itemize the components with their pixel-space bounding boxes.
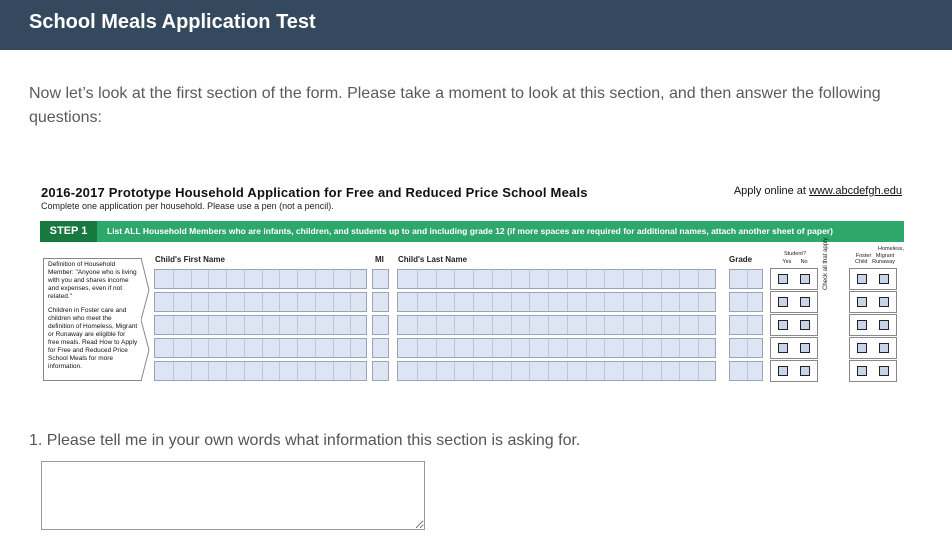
intro-text: Now let’s look at the first section of the form. Please take a moment to look at this section, and then answer the following questions: xyxy=(29,85,881,126)
mi-field[interactable] xyxy=(372,315,389,335)
answer-input[interactable] xyxy=(41,461,425,530)
foster-label: Foster xyxy=(855,252,872,259)
no-label: No xyxy=(800,259,808,265)
grade-field[interactable] xyxy=(729,292,763,312)
student-yes-checkbox[interactable] xyxy=(778,343,788,353)
student-no-checkbox[interactable] xyxy=(800,320,810,330)
last-name-field[interactable] xyxy=(397,361,716,381)
definition-arrow xyxy=(141,258,153,381)
student-yes-checkbox[interactable] xyxy=(778,274,788,284)
homeless-checkbox[interactable] xyxy=(879,366,889,376)
col-first-name: Child's First Name xyxy=(155,255,225,264)
foster-checkbox[interactable] xyxy=(857,274,867,284)
grade-field[interactable] xyxy=(729,361,763,381)
foster-checkbox[interactable] xyxy=(857,366,867,376)
last-name-field[interactable] xyxy=(397,338,716,358)
migrant-label: Migrant xyxy=(875,252,895,259)
student-yes-checkbox[interactable] xyxy=(778,320,788,330)
form-subtitle: Complete one application per household. Please use a pen (not a pencil). xyxy=(41,201,334,211)
child-runaway-labels xyxy=(846,259,904,266)
homeless-checkbox[interactable] xyxy=(879,320,889,330)
check-all-label: Check all that apply xyxy=(823,237,829,290)
apply-online xyxy=(734,185,902,197)
homeless-checkbox[interactable] xyxy=(879,343,889,353)
student-no-checkbox[interactable] xyxy=(800,297,810,307)
foster-paragraph: Children in Foster care and children who meet the definition of Homeless, Migrant or Runaway are eligible for free meals. Read How to Apply for Free and Reduced Price School Meals for more information. xyxy=(48,307,138,370)
first-name-field[interactable] xyxy=(154,338,367,358)
student-no-checkbox[interactable] xyxy=(800,366,810,376)
application-form-image xyxy=(40,180,904,384)
question-1: 1. Please tell me in your own words what information this section is asking for. xyxy=(29,432,581,449)
col-grade: Grade xyxy=(729,255,753,264)
student-no-checkbox[interactable] xyxy=(800,343,810,353)
apply-link: www.abcdefgh.edu xyxy=(809,185,902,197)
col-mi: MI xyxy=(375,255,384,264)
col-student xyxy=(770,250,820,266)
grade-field[interactable] xyxy=(729,338,763,358)
student-yes-checkbox[interactable] xyxy=(778,366,788,376)
homeless-label: Homeless, xyxy=(878,246,904,252)
header-bar xyxy=(0,0,952,50)
grade-field[interactable] xyxy=(729,315,763,335)
child-label: Child xyxy=(854,259,868,265)
first-name-field[interactable] xyxy=(154,269,367,289)
grade-field[interactable] xyxy=(729,269,763,289)
student-yes-checkbox[interactable] xyxy=(778,297,788,307)
homeless-checkbox[interactable] xyxy=(879,274,889,284)
mi-field[interactable] xyxy=(372,269,389,289)
step-bar xyxy=(40,221,904,242)
mi-field[interactable] xyxy=(372,361,389,381)
col-foster-homeless xyxy=(846,246,904,266)
student-no-checkbox[interactable] xyxy=(800,274,810,284)
apply-prefix: Apply online at xyxy=(733,185,806,197)
mi-field[interactable] xyxy=(372,338,389,358)
first-name-field[interactable] xyxy=(154,315,367,335)
last-name-field[interactable] xyxy=(397,292,716,312)
last-name-field[interactable] xyxy=(397,315,716,335)
yes-no-labels xyxy=(770,258,820,266)
household-definition xyxy=(43,258,142,381)
step-text: List ALL Household Members who are infants, children, and students up to and including grade 12 (if more spaces are required for additional names, attach another sheet of paper) xyxy=(107,226,833,236)
last-name-field[interactable] xyxy=(397,269,716,289)
foster-checkbox[interactable] xyxy=(857,343,867,353)
first-name-field[interactable] xyxy=(154,292,367,312)
homeless-checkbox[interactable] xyxy=(879,297,889,307)
mi-field[interactable] xyxy=(372,292,389,312)
col-last-name: Child's Last Name xyxy=(398,255,468,264)
first-name-field[interactable] xyxy=(154,361,367,381)
form-title: 2016-2017 Prototype Household Application for Free and Reduced Price School Meals xyxy=(41,185,588,200)
step-label: STEP 1 xyxy=(40,221,97,242)
definition-paragraph: Definition of Household Member: "Anyone who is living with you and shares income and expenses, even if not related." xyxy=(48,261,137,300)
page-title: School Meals Application Test xyxy=(29,11,316,33)
runaway-label: Runaway xyxy=(872,259,896,265)
foster-checkbox[interactable] xyxy=(857,320,867,330)
yes-label: Yes xyxy=(782,259,792,265)
student-label: Student? xyxy=(783,251,807,257)
foster-checkbox[interactable] xyxy=(857,297,867,307)
